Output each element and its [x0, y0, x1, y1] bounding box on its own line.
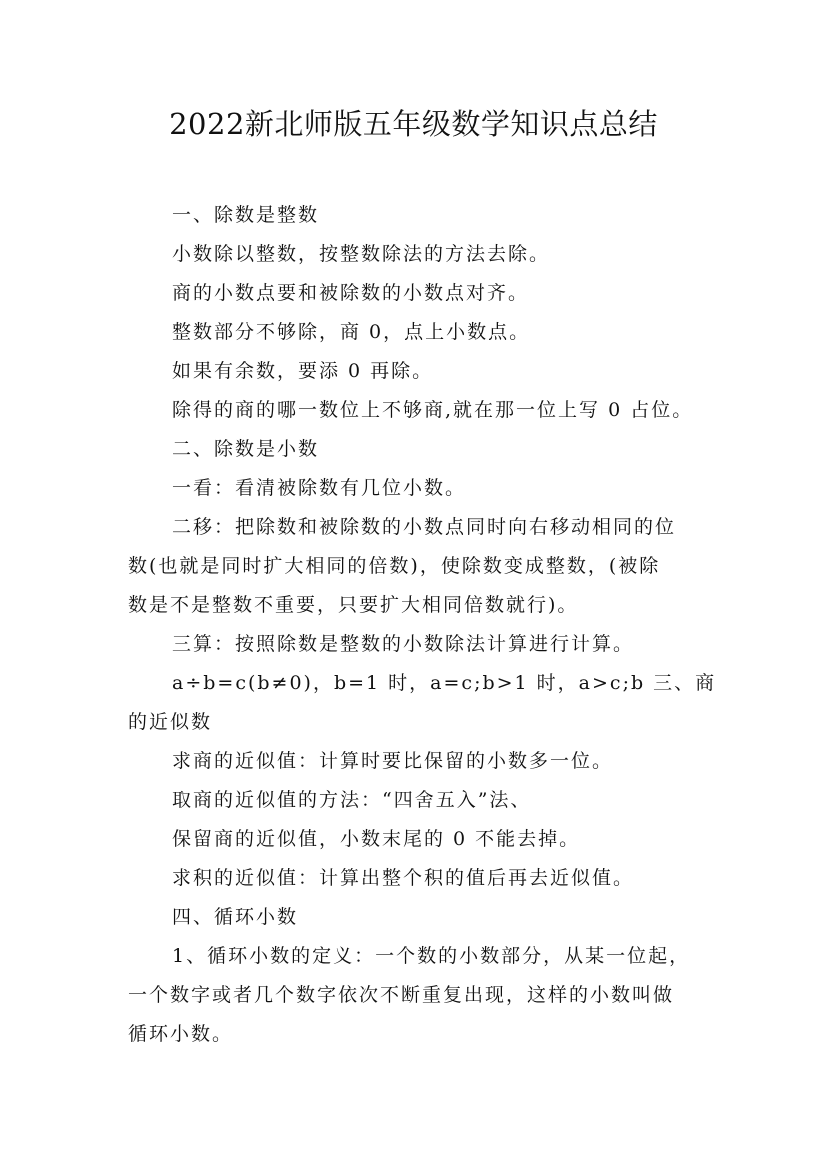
paragraph: 除得的商的哪一数位上不够商,就在那一位上写 0 占位。 [172, 399, 694, 421]
paragraph-section-2-heading: 二、除数是小数 [172, 438, 320, 460]
paragraph: 数(也就是同时扩大相同的倍数)，使除数变成整数，(被除 [128, 555, 661, 577]
paragraph: 一看：看清被除数有几位小数。 [172, 477, 467, 499]
document-body [128, 196, 717, 1054]
paragraph: 小数除以整数，按整数除法的方法去除。 [172, 243, 551, 265]
paragraph: 商的小数点要和被除数的小数点对齐。 [172, 282, 530, 304]
paragraph: 整数部分不够除，商 0，点上小数点。 [172, 321, 531, 343]
paragraph: 取商的近似值的方法：“四舍五入”法、 [172, 789, 532, 811]
paragraph-section-4-heading: 四、循环小数 [172, 906, 299, 928]
paragraph: 如果有余数，要添 0 再除。 [172, 360, 434, 382]
paragraph: 一个数字或者几个数字依次不断重复出现，这样的小数叫做 [128, 984, 675, 1006]
paragraph: 求积的近似值：计算出整个积的值后再去近似值。 [172, 867, 635, 889]
paragraph: 1、循环小数的定义：一个数的小数部分，从某一位起， [172, 945, 691, 967]
paragraph-section-1-heading: 一、除数是整数 [172, 204, 320, 226]
document-title: 2022新北师版五年级数学知识点总结 [169, 107, 658, 141]
paragraph: a÷b=c(b≠0)，b=1 时，a=c;b>1 时，a>c;b 三、商 [172, 672, 717, 694]
paragraph: 数是不是整数不重要，只要扩大相同倍数就行)。 [128, 594, 579, 616]
paragraph-section-3-heading: 的近似数 [128, 711, 213, 733]
paragraph: 保留商的近似值，小数末尾的 0 不能去掉。 [172, 828, 581, 850]
paragraph: 二移：把除数和被除数的小数点同时向右移动相同的位 [172, 516, 677, 538]
paragraph: 循环小数。 [128, 1023, 234, 1045]
paragraph: 求商的近似值：计算时要比保留的小数多一位。 [172, 750, 614, 772]
paragraph: 三算：按照除数是整数的小数除法计算进行计算。 [172, 633, 635, 655]
